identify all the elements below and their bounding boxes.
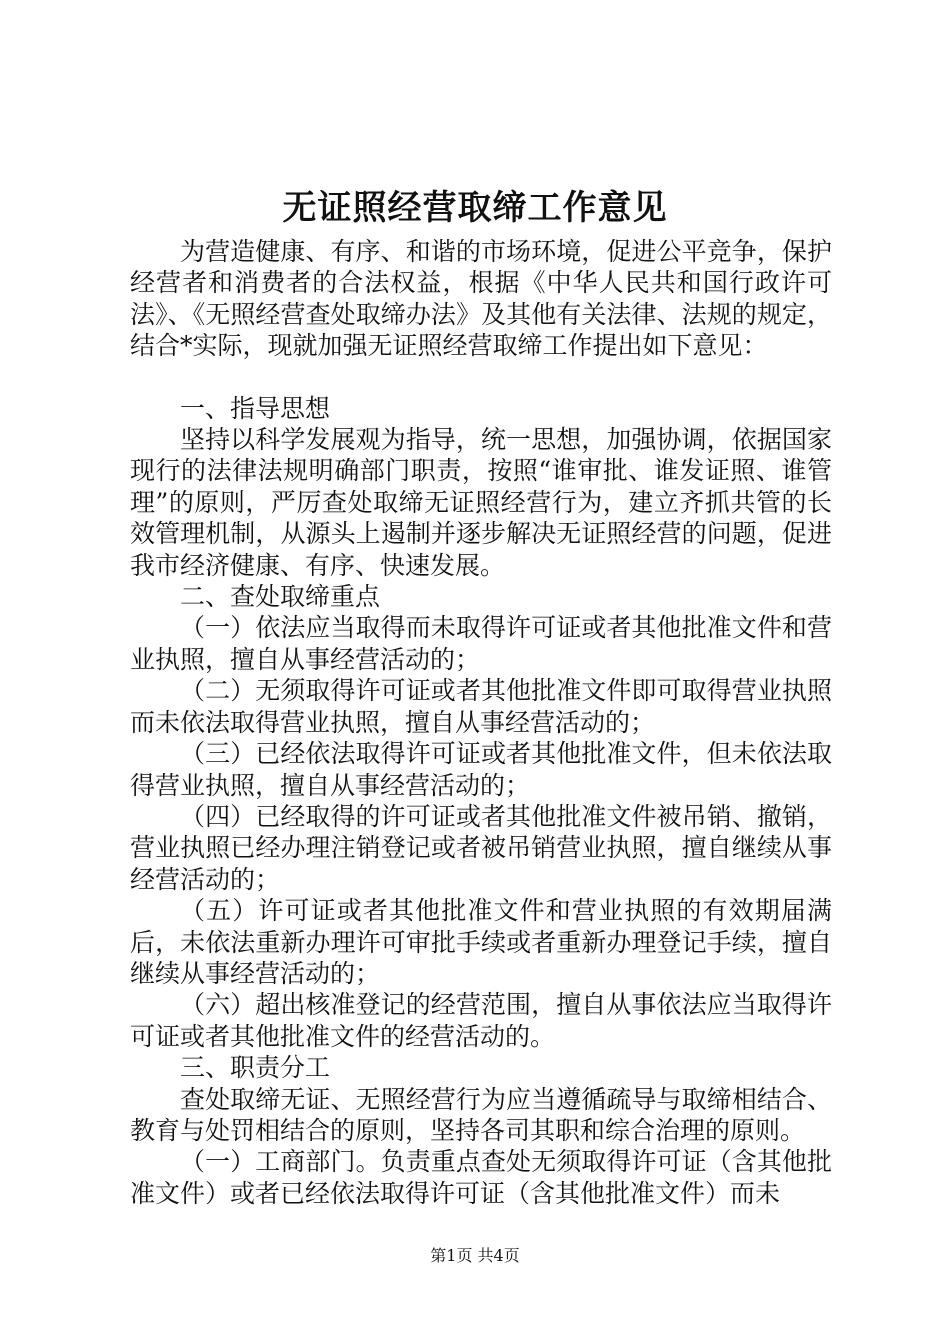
section-heading-3: 三、职责分工	[180, 1053, 331, 1083]
duty-item-1: （一）工商部门。负责重点查处无须取得许可证（含其他批准文件）或者已经依法取得许可证（含其他批准文件）而未	[130, 1147, 832, 1208]
body-paragraph: 坚持以科学发展观为指导，统一思想，加强协调，依据国家现行的法律法规明确部门职责，按照“谁审批、谁发证照、谁管理”的原则，严厉查处取缔无证照经营行为，建立齐抓共管的长效管理机制，从源头上遏制并逐步解决无证照经营的问题，促进我市经济健康、有序、快速发展。	[130, 425, 832, 580]
document-body	[130, 236, 832, 1209]
section-heading-1: 一、指导思想	[180, 393, 331, 423]
section-heading-2: 二、查处取缔重点	[180, 582, 381, 612]
body-paragraph: 查处取缔无证、无照经营行为应当遵循疏导与取缔相结合、教育与处罚相结合的原则，坚持各司其职和综合治理的原则。	[130, 1084, 832, 1145]
list-item-1: （一）依法应当取得而未取得许可证或者其他批准文件和营业执照，擅自从事经营活动的；	[130, 613, 832, 674]
list-item-3: （三）已经依法取得许可证或者其他批准文件，但未依法取得营业执照，擅自从事经营活动的；	[130, 739, 832, 800]
list-item-2: （二）无须取得许可证或者其他批准文件即可取得营业执照而未依法取得营业执照，擅自从事经营活动的；	[130, 676, 832, 737]
list-item-5: （五）许可证或者其他批准文件和营业执照的有效期届满后，未依法重新办理许可审批手续或者重新办理登记手续，擅自继续从事经营活动的；	[130, 896, 832, 988]
list-item-6: （六）超出核准登记的经营范围，擅自从事依法应当取得许可证或者其他批准文件的经营活动的。	[130, 990, 832, 1051]
page-footer: 第1页 共4页	[430, 1246, 520, 1265]
list-item-4: （四）已经取得的许可证或者其他批准文件被吊销、撤销，营业执照已经办理注销登记或者被吊销营业执照，擅自继续从事经营活动的；	[130, 801, 832, 894]
intro-paragraph: 为营造健康、有序、和谐的市场环境，促进公平竞争，保护经营者和消费者的合法权益，根据《中华人民共和国行政许可法》、《无照经营查处取缔办法》及其他有关法律、法规的规定，结合*实际，现就加强无证照经营取缔工作提出如下意见：	[130, 237, 832, 361]
document-title: 无证照经营取缔工作意见	[282, 188, 668, 228]
